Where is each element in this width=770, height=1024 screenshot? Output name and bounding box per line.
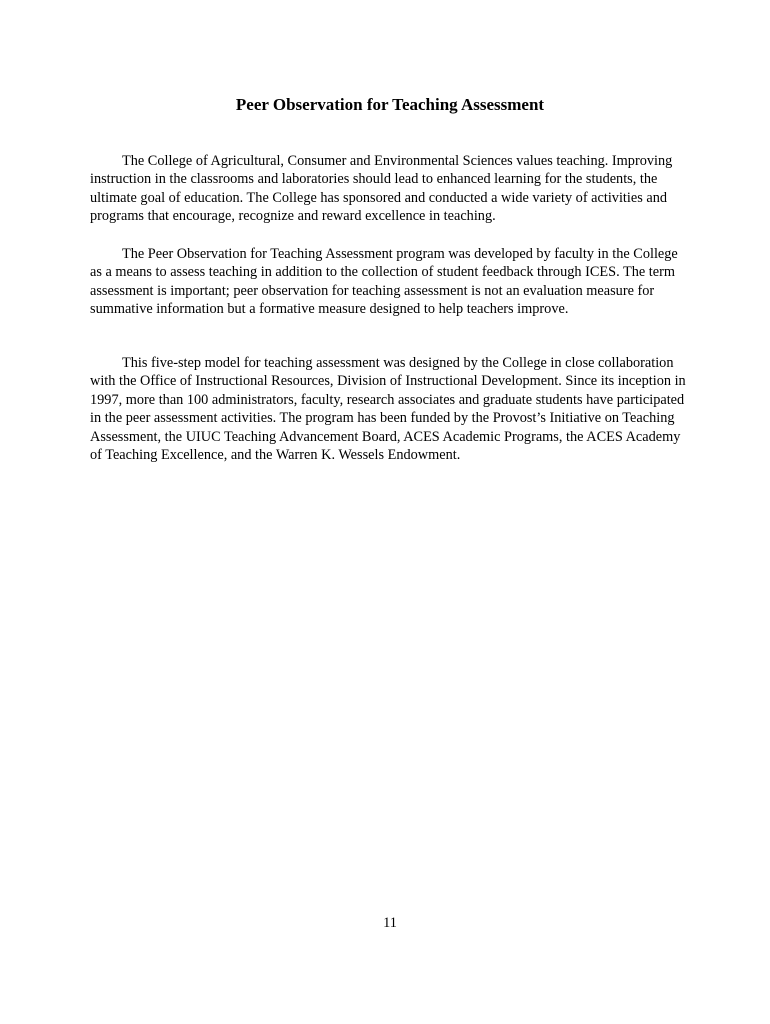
paragraph-intro: The College of Agricultural, Consumer and Environmental Sciences values teaching. Improving instruction in the classrooms and laboratories should lead to enhanced learning for the students, the ultimate goal of education. The College has sponsored and conducted a wide variety of activities and programs that encourage, recognize and reward excellence in teaching.: [90, 153, 673, 225]
page-number: 11: [383, 915, 397, 931]
paragraph-program: The Peer Observation for Teaching Assessment program was developed by faculty in the College as a means to assess teaching in addition to the collection of student feedback through ICES. The term assessment is important; peer observation for teaching assessment is not an evaluation measure for summative information but a formative measure designed to help teachers improve.: [90, 246, 678, 318]
paragraph-model: This five-step model for teaching assessment was designed by the College in close collaboration with the Office of Instructional Resources, Division of Instructional Development. Since its inception in 1997, more than 100 administrators, faculty, research associates and graduate students have participated in the peer assessment activities. The program has been funded by the Provost’s Initiative on Teaching Assessment, the UIUC Teaching Advancement Board, ACES Academic Programs, the ACES Academy of Teaching Excellence, and the Warren K. Wessels Endowment.: [90, 355, 686, 464]
page-title: Peer Observation for Teaching Assessment: [235, 95, 545, 114]
